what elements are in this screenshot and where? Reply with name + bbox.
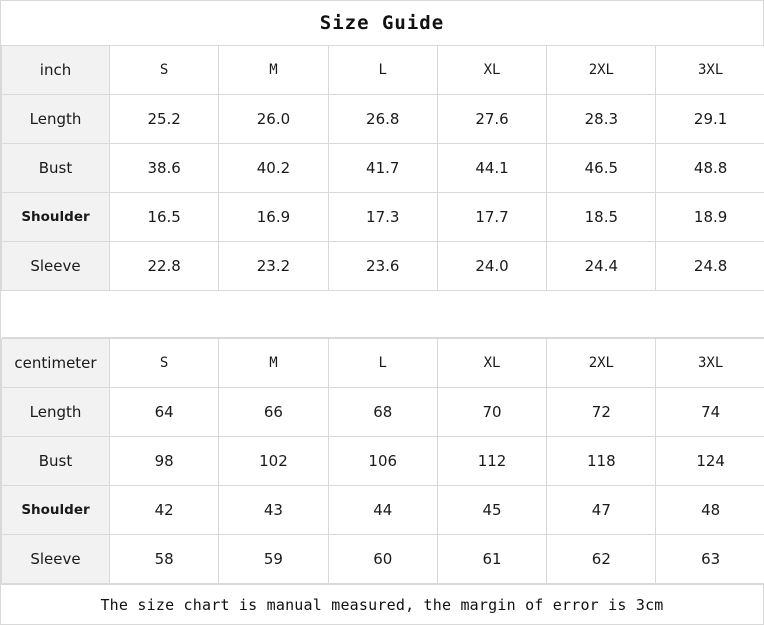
cell-inch-shoulder-m: 16.9 [219, 193, 328, 242]
spacer-cell [437, 291, 546, 338]
column-header-m: M [219, 46, 328, 95]
cell-cm-bust-m: 102 [219, 437, 328, 486]
cell-cm-sleeve-l: 60 [328, 535, 437, 584]
table-row [2, 388, 764, 437]
cell-cm-length-l: 68 [328, 388, 437, 437]
table-spacer-row [2, 291, 764, 338]
cell-inch-sleeve-s: 22.8 [110, 242, 219, 291]
table-row [2, 95, 764, 144]
cell-cm-bust-2xl: 118 [547, 437, 656, 486]
table-row [2, 486, 764, 535]
column-header-2xl: 2XL [547, 46, 656, 95]
row-label-bust: Bust [2, 437, 110, 486]
cell-inch-sleeve-xl: 24.0 [437, 242, 546, 291]
cell-cm-shoulder-2xl: 47 [547, 486, 656, 535]
row-label-sleeve: Sleeve [2, 242, 110, 291]
cell-cm-length-s: 64 [110, 388, 219, 437]
column-header-l: L [328, 339, 437, 388]
cell-cm-length-2xl: 72 [547, 388, 656, 437]
cell-inch-sleeve-3xl: 24.8 [656, 242, 764, 291]
cell-inch-sleeve-l: 23.6 [328, 242, 437, 291]
cell-inch-shoulder-l: 17.3 [328, 193, 437, 242]
cell-cm-bust-xl: 112 [437, 437, 546, 486]
cell-inch-shoulder-s: 16.5 [110, 193, 219, 242]
cell-cm-length-3xl: 74 [656, 388, 764, 437]
table-row [2, 144, 764, 193]
measurement-note: The size chart is manual measured, the margin of error is 3cm [1, 584, 763, 624]
cell-cm-shoulder-m: 43 [219, 486, 328, 535]
cell-cm-shoulder-l: 44 [328, 486, 437, 535]
cell-inch-sleeve-m: 23.2 [219, 242, 328, 291]
size-table-inch [1, 45, 764, 338]
column-header-s: S [110, 339, 219, 388]
table-row [2, 242, 764, 291]
cell-cm-sleeve-s: 58 [110, 535, 219, 584]
row-label-length: Length [2, 95, 110, 144]
spacer-cell [328, 291, 437, 338]
table-row [2, 339, 764, 388]
cell-cm-bust-s: 98 [110, 437, 219, 486]
cell-inch-shoulder-3xl: 18.9 [656, 193, 764, 242]
cell-inch-sleeve-2xl: 24.4 [547, 242, 656, 291]
page-title: Size Guide [319, 12, 445, 34]
cell-inch-bust-xl: 44.1 [437, 144, 546, 193]
column-header-m: M [219, 339, 328, 388]
column-header-l: L [328, 46, 437, 95]
cell-inch-shoulder-xl: 17.7 [437, 193, 546, 242]
cell-cm-shoulder-s: 42 [110, 486, 219, 535]
column-header-3xl: 3XL [656, 339, 764, 388]
table-row [2, 46, 764, 95]
cell-cm-length-xl: 70 [437, 388, 546, 437]
cell-inch-length-s: 25.2 [110, 95, 219, 144]
spacer-cell [656, 291, 764, 338]
spacer-cell [2, 291, 110, 338]
cell-cm-sleeve-3xl: 63 [656, 535, 764, 584]
cell-inch-bust-s: 38.6 [110, 144, 219, 193]
row-label-length: Length [2, 388, 110, 437]
size-table-centimeter [1, 338, 764, 584]
cell-inch-bust-2xl: 46.5 [547, 144, 656, 193]
cell-cm-sleeve-2xl: 62 [547, 535, 656, 584]
cell-inch-length-xl: 27.6 [437, 95, 546, 144]
column-header-xl: XL [437, 46, 546, 95]
cell-inch-shoulder-2xl: 18.5 [547, 193, 656, 242]
cell-inch-length-3xl: 29.1 [656, 95, 764, 144]
cell-cm-length-m: 66 [219, 388, 328, 437]
cell-inch-length-2xl: 28.3 [547, 95, 656, 144]
table-row [2, 193, 764, 242]
table-row [2, 437, 764, 486]
column-header-s: S [110, 46, 219, 95]
cell-cm-sleeve-xl: 61 [437, 535, 546, 584]
cell-cm-bust-3xl: 124 [656, 437, 764, 486]
row-label-bust: Bust [2, 144, 110, 193]
table-row [2, 535, 764, 584]
spacer-cell [219, 291, 328, 338]
spacer-cell [110, 291, 219, 338]
cell-inch-length-m: 26.0 [219, 95, 328, 144]
spacer-cell [547, 291, 656, 338]
cell-cm-shoulder-xl: 45 [437, 486, 546, 535]
column-header-3xl: 3XL [656, 46, 764, 95]
cell-cm-bust-l: 106 [328, 437, 437, 486]
unit-label-inch: inch [2, 46, 110, 95]
cell-inch-bust-3xl: 48.8 [656, 144, 764, 193]
cell-inch-length-l: 26.8 [328, 95, 437, 144]
column-header-xl: XL [437, 339, 546, 388]
column-header-2xl: 2XL [547, 339, 656, 388]
cell-cm-shoulder-3xl: 48 [656, 486, 764, 535]
row-label-shoulder: Shoulder [2, 486, 110, 535]
cell-inch-bust-m: 40.2 [219, 144, 328, 193]
cell-cm-sleeve-m: 59 [219, 535, 328, 584]
row-label-shoulder: Shoulder [2, 193, 110, 242]
row-label-sleeve: Sleeve [2, 535, 110, 584]
cell-inch-bust-l: 41.7 [328, 144, 437, 193]
unit-label-centimeter: centimeter [2, 339, 110, 388]
